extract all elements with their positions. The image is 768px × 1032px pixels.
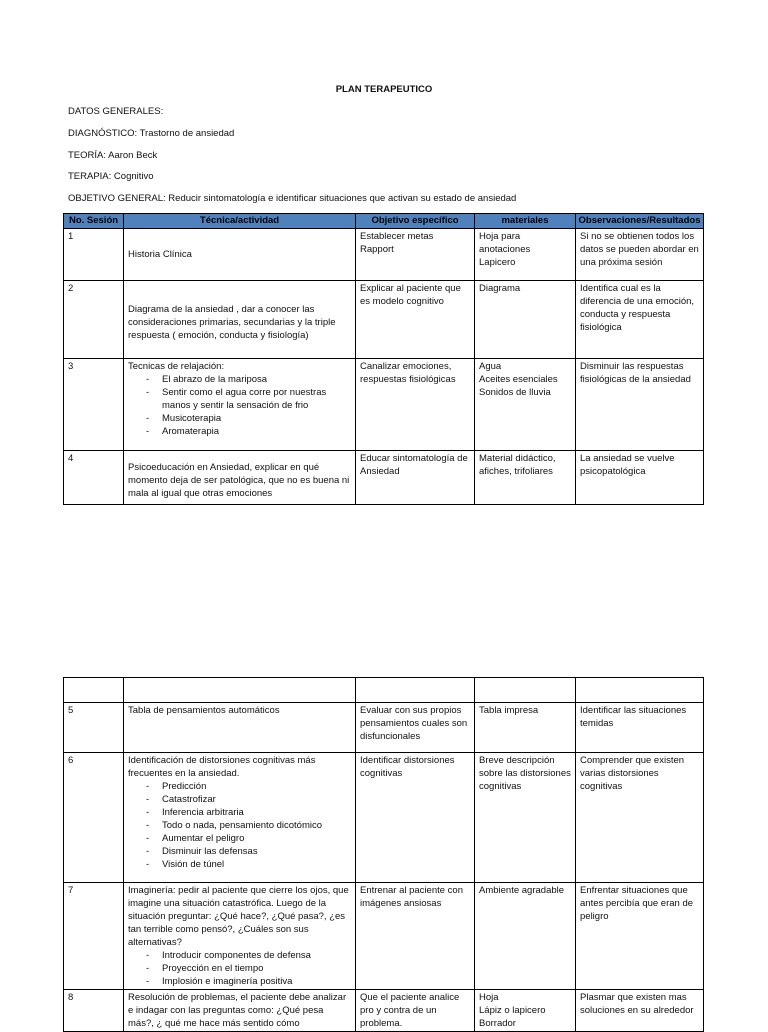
observations-cell: Identificar las situaciones temidas <box>576 703 704 753</box>
technique-cell: Diagrama de la ansiedad , dar a conocer las consideraciones primarias, secundarias y la triple respuesta ( emoción, conducta y fisiología) <box>124 281 356 359</box>
observations-cell: Disminuir las respuestas fisiológicas de la ansiedad <box>576 359 704 451</box>
list-item: - Disminuir las defensas <box>162 845 351 858</box>
technique-cell: Tabla de pensamientos automáticos <box>124 703 356 753</box>
technique-list <box>128 780 351 871</box>
list-item: - Implosión e imaginería positiva <box>162 975 351 988</box>
technique-list <box>128 373 351 438</box>
header-session: No. Sesión <box>64 214 124 229</box>
objective-cell: Establecer metas Rapport <box>356 229 475 281</box>
objective-cell: Identificar distorsiones cognitivas <box>356 753 475 883</box>
materials-cell: Hoja para anotaciones Lapicero <box>475 229 576 281</box>
theory-line: TEORÍA: Aaron Beck <box>68 150 158 161</box>
observations-cell: Comprender que existen varias distorsiones cognitivas <box>576 753 704 883</box>
materials-cell: Tabla impresa <box>475 703 576 753</box>
observations-cell: Identifica cual es la diferencia de una emoción, conducta y respuesta fisiológica <box>576 281 704 359</box>
technique-heading: Identificación de distorsiones cognitivas más frecuentes en la ansiedad. <box>128 755 316 779</box>
session-number: 3 <box>64 359 124 451</box>
diagnosis-line: DIAGNÓSTICO: Trastorno de ansiedad <box>68 128 235 139</box>
header-objective: Objetivo específico <box>356 214 475 229</box>
general-data-label: DATOS GENERALES: <box>68 106 164 117</box>
session-number: 7 <box>64 883 124 990</box>
general-objective-line: OBJETIVO GENERAL: Reducir sintomatología e identificar situaciones que activan su estado de ansiedad <box>68 193 517 204</box>
list-item: - Todo o nada, pensamiento dicotómico <box>162 819 351 832</box>
list-item: - Proyección en el tiempo <box>162 962 351 975</box>
observations-cell: La ansiedad se vuelve psicopatológica <box>576 451 704 505</box>
table-row <box>64 883 704 990</box>
list-item: - El abrazo de la mariposa <box>162 373 351 386</box>
table-row <box>64 703 704 753</box>
observations-cell: Plasmar que existen mas soluciones en su alrededor <box>576 990 704 1032</box>
materials-cell: Diagrama <box>475 281 576 359</box>
technique-cell: Historia Clínica <box>124 229 356 281</box>
materials-cell: Breve descripción sobre las distorsiones cognitivas <box>475 753 576 883</box>
list-item: - Inferencia arbitraria <box>162 806 351 819</box>
table-row <box>64 281 704 359</box>
table-row <box>64 229 704 281</box>
session-number: 8 <box>64 990 124 1032</box>
header-technique: Técnica/actividad <box>124 214 356 229</box>
observations-cell: Enfrentar situaciones que antes percibía que eran de peligro <box>576 883 704 990</box>
technique-cell <box>124 753 356 883</box>
objective-cell: Evaluar con sus propios pensamientos cuales son disfuncionales <box>356 703 475 753</box>
materials-cell: Ambiente agradable <box>475 883 576 990</box>
session-number: 1 <box>64 229 124 281</box>
technique-list <box>128 949 351 988</box>
session-number: 6 <box>64 753 124 883</box>
technique-cell <box>124 359 356 451</box>
objective-cell: Canalizar emociones, respuestas fisiológicas <box>356 359 475 451</box>
table-row <box>64 753 704 883</box>
list-item: - Musicoterapia <box>162 412 351 425</box>
plan-table-top <box>63 213 704 505</box>
materials-cell: Agua Aceites esenciales Sonidos de lluvia <box>475 359 576 451</box>
technique-cell: Resolución de problemas, el paciente debe analizar e indagar con las preguntas como: ¿Qué pesa más?, ¿ qué me hace más sentido cómo <box>124 990 356 1032</box>
empty-header-row <box>64 678 704 703</box>
materials-cell: Hoja Lápiz o lapicero Borrador <box>475 990 576 1032</box>
objective-cell: Entrenar al paciente con imágenes ansiosas <box>356 883 475 990</box>
session-number: 4 <box>64 451 124 505</box>
technique-heading: Imaginería: pedir al paciente que cierre los ojos, que imagine una situación catastrófica. Luego de la situación preguntar: ¿Qué hace?, ¿Qué pasa?, ¿es tan terrible como pensó?, ¿Cuáles son sus alternativas? <box>128 885 349 948</box>
table-row <box>64 359 704 451</box>
header-materials: materiales <box>475 214 576 229</box>
objective-cell: Explicar al paciente que es modelo cognitivo <box>356 281 475 359</box>
observations-cell: Si no se obtienen todos los datos se pueden abordar en una próxima sesión <box>576 229 704 281</box>
list-item: - Aumentar el peligro <box>162 832 351 845</box>
session-number: 5 <box>64 703 124 753</box>
session-number: 2 <box>64 281 124 359</box>
table-row <box>64 990 704 1032</box>
technique-cell: Psicoeducación en Ansiedad, explicar en qué momento deja de ser patológica, que no es buena ni mala al igual que otras emociones <box>124 451 356 505</box>
list-item: - Visión de túnel <box>162 858 351 871</box>
plan-table-bottom <box>63 677 704 1032</box>
list-item: - Introducir componentes de defensa <box>162 949 351 962</box>
technique-heading: Tecnicas de relajación: <box>128 361 225 372</box>
technique-cell <box>124 883 356 990</box>
objective-cell: Que el paciente analice pro y contra de un problema. <box>356 990 475 1032</box>
list-item: - Aromaterapia <box>162 425 351 438</box>
table-row <box>64 451 704 505</box>
page-title: PLAN TERAPEUTICO <box>335 84 433 95</box>
materials-cell: Material didáctico, afiches, trifoliares <box>475 451 576 505</box>
list-item: - Sentir como el agua corre por nuestras manos y sentir la sensación de frio <box>162 386 351 412</box>
header-observations: Observaciones/Resultados <box>576 214 704 229</box>
table-header-row <box>64 214 704 229</box>
list-item: - Predicción <box>162 780 351 793</box>
list-item: - Catastrofizar <box>162 793 351 806</box>
objective-cell: Educar sintomatología de Ansiedad <box>356 451 475 505</box>
therapy-line: TERAPIA: Cognitivo <box>68 171 154 182</box>
